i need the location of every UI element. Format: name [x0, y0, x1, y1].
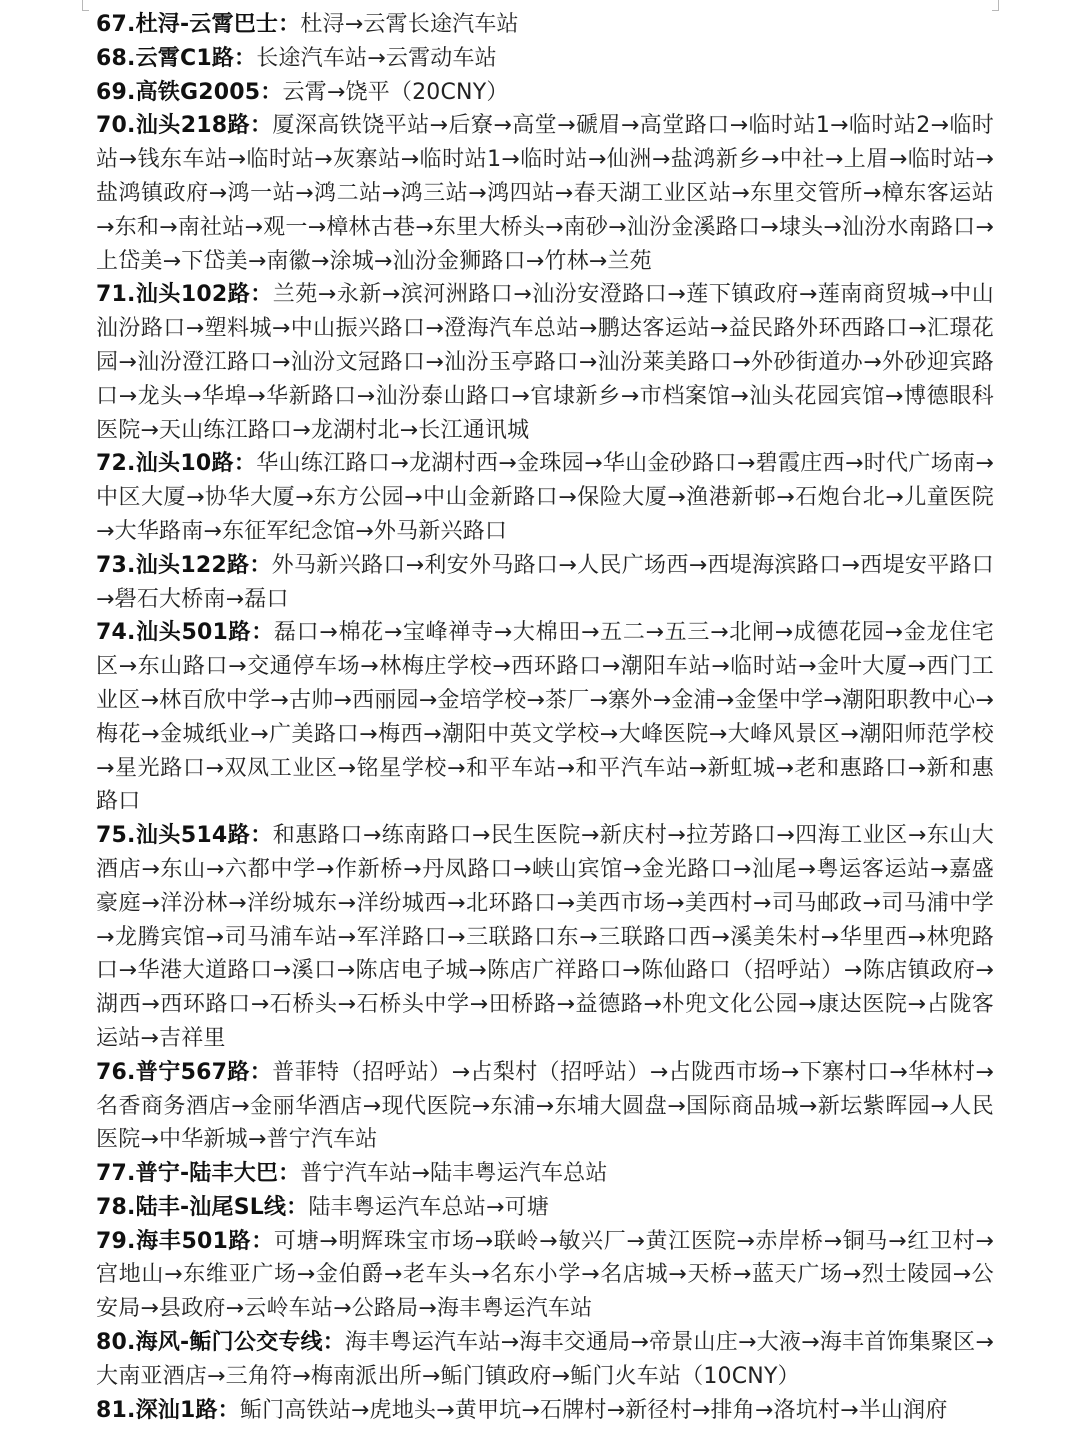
route-69 — [96, 76, 994, 110]
route-title: 71.汕头102路： — [96, 282, 273, 308]
route-76 — [96, 1056, 994, 1157]
route-75 — [96, 819, 994, 1056]
route-title: 73.汕头122路： — [96, 552, 272, 578]
page-corner-mark-left — [82, 0, 89, 11]
route-77 — [96, 1157, 994, 1191]
route-title: 77.普宁-陆丰大巴： — [96, 1161, 301, 1187]
route-72 — [96, 447, 994, 548]
route-title: 68.云霄C1路： — [96, 45, 257, 71]
route-stops: 兰苑→永新→滨河洲路口→汕汾安澄路口→莲下镇政府→莲南商贸城→中山汕汾路口→塑料城→中山振兴路口→澄海汽车总站→鹏达客运站→益民路外环西路口→汇璟花园→汕汾澄江路口→汕汾文冠路口→汕汾玉亭路口→汕汾莱美路口→外砂街道办→外砂迎宾路口→龙头→华埠→华新路口→汕汾泰山路口→官埭新乡→市档案馆→汕头花园宾馆→博德眼科医院→天山练江路口→龙湖村北→长江通讯城 — [96, 282, 994, 443]
route-stops: 陆丰粤运汽车总站→可塘 — [308, 1194, 550, 1220]
route-title: 69.高铁G2005： — [96, 79, 283, 105]
route-80 — [96, 1326, 994, 1394]
route-stops: 海丰粤运汽车站→海丰交通局→帝景山庄→大液→海丰首饰集聚区→大南亚酒店→三角符→梅南派出所→鲘门镇政府→鲘门火车站（10CNY） — [96, 1330, 994, 1389]
route-stops: 外马新兴路口→利安外马路口→人民广场西→西堤海滨路口→西堤安平路口→礐石大桥南→磊口 — [96, 552, 994, 612]
route-stops: 和惠路口→练南路口→民生医院→新庆村→拉芳路口→四海工业区→东山大酒店→东山→六都中学→作新桥→丹凤路口→峡山宾馆→金光路口→汕尾→粤运客运站→嘉盛豪庭→洋汾林→洋纷城东→洋纷城西→北环路口→美西市场→美西村→司马邮政→司马浦中学→龙腾宾馆→司马浦车站→军洋路口→三联路口东→三联路口西→溪美朱村→华里西→林兜路口→华港大道路口→溪口→陈店电子城→陈店广祥路口→陈仙路口（招呼站）→陈店镇政府→湖西→西环路口→石桥头→石桥头中学→田桥路→益德路→朴兜文化公园→康达医院→占陇客运站→吉祥里 — [96, 823, 994, 1051]
route-stops: 普菲特（招呼站）→占梨村（招呼站）→占陇西市场→下寨村口→华林村→名香商务酒店→金丽华酒店→现代医院→东浦→东埔大圆盘→国际商品城→新坛紫晖园→人民医院→中华新城→普宁汽车站 — [96, 1059, 994, 1153]
route-79 — [96, 1225, 994, 1326]
route-stops: 磊口→棉花→宝峰禅寺→大棉田→五二→五三→北闸→成德花园→金龙住宅区→东山路口→交通停车场→林梅庄学校→西环路口→潮阳车站→临时站→金叶大厦→西门工业区→林百欣中学→古帅→西丽园→金培学校→茶厂→寨外→金浦→金堡中学→潮阳职教中心→梅花→金城纸业→广美路口→梅西→潮阳中英文学校→大峰医院→大峰风景区→潮阳师范学校→星光路口→双凤工业区→铭星学校→和平车站→和平汽车站→新虹城→老和惠路口→新和惠路口 — [96, 620, 994, 815]
route-73 — [96, 549, 994, 617]
route-stops: 鲘门高铁站→虎地头→黄甲坑→石牌村→新径村→排角→洛坑村→半山润府 — [239, 1397, 948, 1423]
route-stops: 云霄→饶平（20CNY） — [282, 79, 509, 105]
route-title: 75.汕头514路： — [96, 823, 273, 849]
route-stops: 可塘→明辉珠宝市场→联岭→敏兴厂→黄江医院→赤岸桥→铜马→红卫村→宫地山→东维亚广场→金伯爵→老车头→名东小学→名店城→天桥→蓝天广场→烈士陵园→公安局→县政府→云岭车站→公路局→海丰粤运汽车站 — [96, 1228, 994, 1322]
route-list — [96, 8, 994, 1427]
route-title: 67.杜浔-云霄巴士： — [96, 12, 301, 37]
route-71 — [96, 278, 994, 447]
route-title: 79.海丰501路： — [96, 1228, 274, 1254]
route-stops: 华山练江路口→龙湖村西→金珠园→华山金砂路口→碧霞庄西→时代广场南→中区大厦→协华大厦→东方公园→中山金新路口→保险大厦→渔港新邨→石炮台北→儿童医院→大华路南→东征军纪念馆→外马新兴路口 — [96, 451, 995, 544]
route-title: 70.汕头218路： — [96, 113, 273, 139]
route-stops: 普宁汽车站→陆丰粤运汽车总站 — [300, 1161, 608, 1187]
route-stops: 杜浔→云霄长途汽车站 — [300, 12, 519, 37]
route-78 — [96, 1191, 994, 1225]
route-title: 72.汕头10路： — [96, 451, 257, 477]
route-title: 81.深汕1路： — [96, 1397, 240, 1423]
route-70 — [96, 109, 994, 278]
route-74 — [96, 616, 994, 819]
route-title: 78.陆丰-汕尾SL线： — [96, 1194, 309, 1220]
route-title: 74.汕头501路： — [96, 620, 274, 646]
route-title: 76.普宁567路： — [96, 1059, 273, 1085]
route-stops: 厦深高铁饶平站→后寮→高堂→磃眉→高堂路口→临时站1→临时站2→临时站→钱东车站→临时站→灰寨站→临时站1→临时站→仙洲→盐鸿新乡→中社→上眉→临时站→盐鸿镇政府→鸿一站→鸿二站→鸿三站→鸿四站→春天湖工业区站→东里交管所→樟东客运站→东和→南社站→观一→樟林古巷→东里大桥头→南砂→汕汾金溪路口→埭头→汕汾水南路口→上岱美→下岱美→南徽→涂城→汕汾金狮路口→竹林→兰苑 — [96, 113, 994, 274]
route-stops: 长途汽车站→云霄动车站 — [256, 45, 497, 71]
route-title: 80.海风-鲘门公交专线： — [96, 1330, 346, 1356]
route-68 — [96, 42, 994, 76]
route-67 — [96, 8, 994, 42]
route-81 — [96, 1394, 994, 1428]
